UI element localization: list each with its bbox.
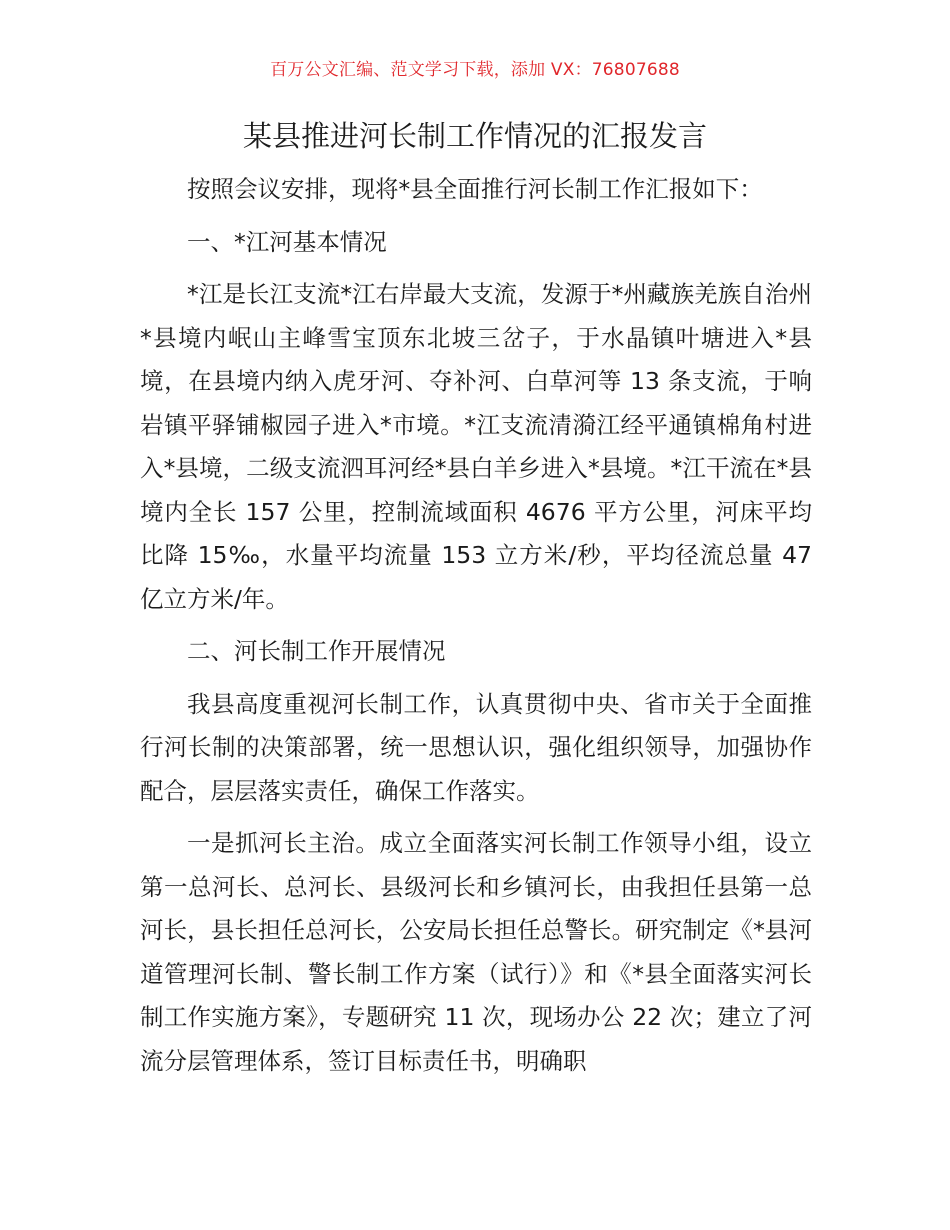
paragraph-intro: 按照会议安排，现将*县全面推行河长制工作汇报如下：: [187, 175, 763, 203]
paragraph-river-chief: 一是抓河长主治。成立全面落实河长制工作领导小组，设立第一总河长、总河长、县级河长和乡镇河长，由我担任县第一总河长，县长担任总河长，公安局长担任总警长。研究制定《*县河道管理河长制、警长制工作方案（试行）》和《*县全面落实河长制工作实施方案》，专题研究 11 次，现场办公 22 次；建立了河流分层管理体系，签订目标责任书，明确职: [140, 829, 812, 1075]
watermark-text: 百万公文汇编、范文学习下载，添加 VX：76807688: [270, 60, 680, 80]
section-heading-2: 二、河长制工作开展情况: [187, 637, 446, 665]
paragraph-work-overview: 我县高度重视河长制工作，认真贯彻中央、省市关于全面推行河长制的决策部署，统一思想认识，强化组织领导，加强协作配合，层层落实责任，确保工作落实。: [140, 689, 812, 805]
section-heading-1: 一、*江河基本情况: [187, 227, 387, 256]
paragraph-river-overview: *江是长江支流*江右岸最大支流，发源于*州藏族羌族自治州*县境内岷山主峰雪宝顶东北坡三岔子，于水晶镇叶塘进入*县境，在县境内纳入虎牙河、夺补河、白草河等 13 条支流，于响岩镇平驿铺椒园子进入*市境。*江支流清漪江经平通镇棉角村进入*县境，二级支流泗耳河经*县白羊乡进入*县境。*江干流在*县境内全长 157 公里，控制流域面积 4676 平方公里，河床平均比降 15‰，水量平均流量 153 立方米/秒，平均径流总量 47 亿立方米/年。: [140, 280, 812, 613]
document-title: 某县推进河长制工作情况的汇报发言: [242, 119, 707, 153]
document-body: [140, 168, 812, 1092]
